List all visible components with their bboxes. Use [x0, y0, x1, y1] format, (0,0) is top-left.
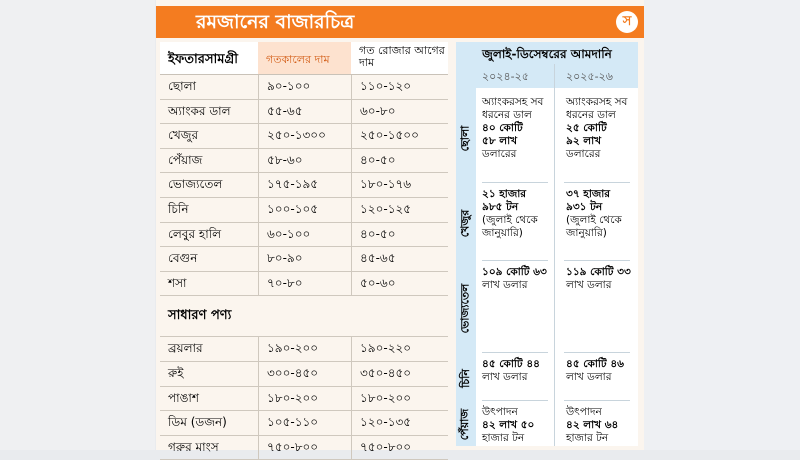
- price-yesterday: ৮০-৯০: [258, 247, 351, 271]
- table-row: [160, 75, 448, 100]
- item-name: অ্যাংকর ডাল: [168, 103, 231, 118]
- import-value-line: ধরনের ডাল: [566, 109, 616, 121]
- price-yesterday: ২৫০-১৩০০: [258, 124, 351, 148]
- item-name: ব্রয়লার: [168, 341, 203, 356]
- general-rows: [160, 337, 448, 460]
- table-row: [160, 387, 448, 412]
- year-label-2025-26: ২০২৫-২৬: [566, 70, 613, 83]
- import-value-2024-25: [482, 96, 543, 161]
- item-name: রুই: [168, 365, 184, 380]
- title-banner: [156, 6, 644, 38]
- item-name: পাঙাশ: [168, 390, 200, 405]
- item-name: ছোলা: [168, 79, 197, 93]
- category-text: খেজুর: [458, 209, 472, 237]
- price-table-header: [160, 42, 448, 75]
- price-yesterday: ১৭৫-১৯৫: [258, 173, 351, 197]
- import-value-line: অ্যাংকরসহ সব: [566, 96, 628, 108]
- year-label-2024-25: ২০২৪-২৫: [482, 70, 529, 83]
- price-yesterday: ৬০-১০০: [258, 223, 351, 247]
- category-text: পেঁয়াজ: [458, 408, 472, 440]
- row-divider: [564, 260, 630, 261]
- item-name: শসা: [168, 275, 187, 290]
- item-name: গরুর মাংস: [168, 439, 219, 454]
- price-last-ramadan: ১২০-১৩৫: [351, 411, 448, 435]
- import-value-2025-26: [566, 358, 624, 384]
- item-name: পেঁয়াজ: [168, 152, 203, 167]
- import-panel: [456, 42, 638, 446]
- import-value-line: জানুয়ারি): [566, 227, 607, 239]
- price-yesterday: ৩০০-৪৫০: [258, 362, 351, 386]
- table-row: [160, 337, 448, 362]
- price-yesterday: ৫৫-৬৫: [258, 100, 351, 124]
- import-value-line: জানুয়ারি): [482, 227, 523, 239]
- infographic-title: রমজানের বাজারচিত্র: [196, 11, 355, 33]
- price-yesterday: ৭০-৮০: [258, 272, 351, 296]
- price-last-ramadan: ১৯০-২২০: [351, 337, 448, 361]
- import-value-line: ৪৫ কোটি ৪৬: [566, 358, 624, 370]
- import-value-line: উৎপাদন: [566, 406, 602, 418]
- price-yesterday: ৫৮-৬০: [258, 149, 351, 173]
- import-panel-header: [456, 42, 638, 88]
- import-panel-title: জুলাই-ডিসেম্বরের আমদানি: [482, 47, 612, 61]
- import-value-line: ৯৩১ টন: [566, 201, 603, 213]
- row-divider: [482, 260, 548, 261]
- item-name: বেগুন: [168, 251, 198, 266]
- item-name: ডিম (ডজন): [168, 415, 227, 430]
- price-last-ramadan: ৪০-৫০: [351, 223, 448, 247]
- import-value-line: ২৫ কোটি: [566, 122, 607, 134]
- import-category-label: [456, 184, 476, 262]
- header-yesterday-price: গতকালের দাম: [258, 42, 351, 74]
- import-value-2025-26: [566, 188, 622, 240]
- table-row: [160, 411, 448, 436]
- table-row: [160, 223, 448, 248]
- publisher-logo-icon: স: [616, 11, 638, 33]
- price-last-ramadan: ৬০-৮০: [351, 100, 448, 124]
- table-row: [160, 362, 448, 387]
- price-last-ramadan: ১৮০-২০০: [351, 387, 448, 411]
- import-value-line: ডলারের: [566, 148, 601, 160]
- import-category-label: [456, 92, 476, 184]
- price-yesterday: ১০৫-১১০: [258, 411, 351, 435]
- iftar-rows: [160, 75, 448, 296]
- import-value-line: ৪০ কোটি: [482, 122, 523, 134]
- price-last-ramadan: ৫০-৬০: [351, 272, 448, 296]
- row-divider: [564, 352, 630, 353]
- import-value-line: হাজার টন: [482, 432, 525, 444]
- item-name: চিনি: [168, 201, 189, 216]
- price-yesterday: ১০০-১০৫: [258, 198, 351, 222]
- table-row: [160, 124, 448, 149]
- general-goods-heading: সাধারণ পণ্য: [160, 296, 448, 337]
- import-value-2024-25: [482, 406, 534, 445]
- price-yesterday: ১৯০-২০০: [258, 337, 351, 361]
- import-value-2025-26: [566, 96, 627, 161]
- import-value-line: ৩৭ হাজার: [566, 188, 611, 200]
- table-row: [160, 149, 448, 174]
- import-value-2024-25: [482, 266, 547, 292]
- import-value-line: ডলারের: [482, 148, 517, 160]
- import-value-2024-25: [482, 358, 540, 384]
- import-value-line: ধরনের ডাল: [482, 109, 532, 121]
- price-last-ramadan: ৪০-৫০: [351, 149, 448, 173]
- year-divider: [554, 64, 555, 446]
- table-row: [160, 272, 448, 297]
- table-row: [160, 436, 448, 460]
- import-value-line: উৎপাদন: [482, 406, 518, 418]
- price-yesterday: ৯০-১০০: [258, 75, 351, 99]
- price-last-ramadan: ৩৫০-৪৫০: [351, 362, 448, 386]
- header-last-ramadan-price: গত রোজার আগের দাম: [359, 44, 445, 69]
- import-value-line: (জুলাই থেকে: [566, 214, 622, 226]
- price-table: [160, 42, 448, 460]
- price-last-ramadan: ৪৫-৬৫: [351, 247, 448, 271]
- right-backdrop: [640, 0, 800, 450]
- import-value-line: ৪২ লাখ ৫০: [482, 419, 535, 431]
- price-last-ramadan: ১১০-১২০: [351, 75, 448, 99]
- import-value-line: (জুলাই থেকে: [482, 214, 538, 226]
- import-value-line: ২১ হাজার: [482, 188, 527, 200]
- header-item: ইফতারসামগ্রী: [168, 52, 238, 67]
- price-yesterday: ১৮০-২০০: [258, 387, 351, 411]
- import-value-line: ১০৯ কোটি ৬৩: [482, 266, 547, 278]
- row-divider: [482, 352, 548, 353]
- left-backdrop: [0, 0, 155, 450]
- import-value-line: হাজার টন: [566, 432, 609, 444]
- import-value-line: ৯৮৫ টন: [482, 201, 519, 213]
- import-value-line: ৪২ লাখ ৬৪: [566, 419, 619, 431]
- price-last-ramadan: ১২০-১২৫: [351, 198, 448, 222]
- row-divider: [482, 182, 548, 183]
- table-row: [160, 100, 448, 125]
- import-value-line: লাখ ডলার: [482, 279, 528, 291]
- price-last-ramadan: ২৫০-১৫০০: [351, 124, 448, 148]
- item-name: খেজুর: [168, 128, 199, 143]
- item-name: ভোজ্যতেল: [168, 177, 223, 192]
- row-divider: [564, 400, 630, 401]
- category-text: ভোজ্যতেল: [458, 283, 472, 333]
- import-value-2024-25: [482, 188, 538, 240]
- import-category-label: [456, 354, 476, 402]
- category-text: চিনি: [458, 368, 472, 388]
- import-value-line: অ্যাংকরসহ সব: [482, 96, 544, 108]
- price-yesterday: ৭৫০-৮০০: [258, 436, 351, 460]
- row-divider: [564, 182, 630, 183]
- import-category-label: [456, 402, 476, 446]
- category-text: ছোলা: [458, 125, 472, 151]
- import-value-line: ৪৫ কোটি ৪৪: [482, 358, 540, 370]
- import-value-line: ৯২ লাখ: [566, 135, 602, 147]
- import-value-line: ৫৮ লাখ: [482, 135, 518, 147]
- import-value-line: লাখ ডলার: [566, 279, 612, 291]
- table-row: [160, 173, 448, 198]
- price-last-ramadan: ৭৫০-৮০০: [351, 436, 448, 460]
- table-row: [160, 247, 448, 272]
- import-value-2025-26: [566, 406, 618, 445]
- import-value-line: লাখ ডলার: [482, 371, 528, 383]
- import-value-2025-26: [566, 266, 631, 292]
- import-value-line: লাখ ডলার: [566, 371, 612, 383]
- row-divider: [482, 400, 548, 401]
- price-last-ramadan: ১৮০-১৭৬: [351, 173, 448, 197]
- table-row: [160, 198, 448, 223]
- item-name: লেবুর হালি: [168, 226, 222, 241]
- import-category-label: [456, 262, 476, 354]
- import-value-line: ১১৯ কোটি ৩৩: [566, 266, 631, 278]
